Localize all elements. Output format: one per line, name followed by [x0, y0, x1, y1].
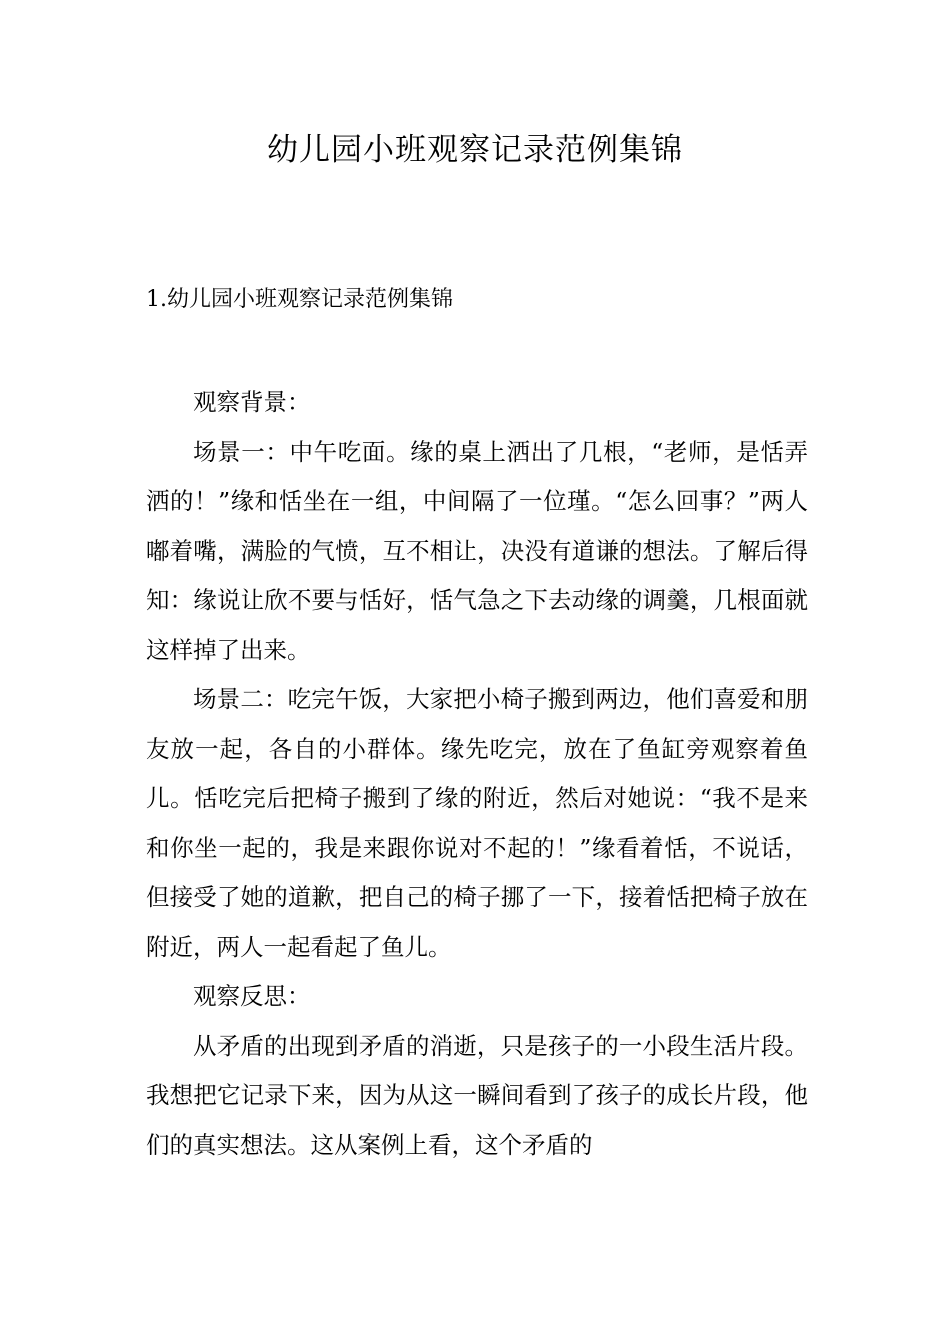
- paragraph-reflection: 从矛盾的出现到矛盾的消逝，只是孩子的一小段生活片段。我想把它记录下来，因为从这一瞬间看到了孩子的成长片段，他们的真实想法。这从案例上看，这个矛盾的: [146, 1031, 808, 1159]
- paragraph-scene-two: 场景二：吃完午饭，大家把小椅子搬到两边，他们喜爱和朋友放一起，各自的小群体。缘先吃完，放在了鱼缸旁观察着鱼儿。恬吃完后把椅子搬到了缘的附近，然后对她说：“我不是来和你坐一起的，我是来跟你说对不起的！”缘看着恬，不说话，但接受了她的道歉，把自己的椅子挪了一下，接着恬把椅子放在附近，两人一起看起了鱼儿。: [146, 685, 808, 961]
- paragraph-observation-reflection-label: 观察反思：: [193, 982, 311, 1010]
- document-body: [146, 378, 808, 1170]
- paragraph-observation-background-label: 观察背景：: [193, 388, 311, 416]
- paragraph-scene-one: 场景一：中午吃面。缘的桌上洒出了几根，“老师，是恬弄洒的！”缘和恬坐在一组，中间隔了一位瑾。“怎么回事？”两人嘟着嘴，满脸的气愤，互不相让，决没有道谦的想法。了解后得知：缘说让欣不要与恬好，恬气急之下去动缘的调羹，几根面就这样掉了出来。: [146, 437, 808, 664]
- document-title: 幼儿园小班观察记录范例集锦: [267, 132, 683, 168]
- section-heading: 1.幼儿园小班观察记录范例集锦: [146, 287, 453, 312]
